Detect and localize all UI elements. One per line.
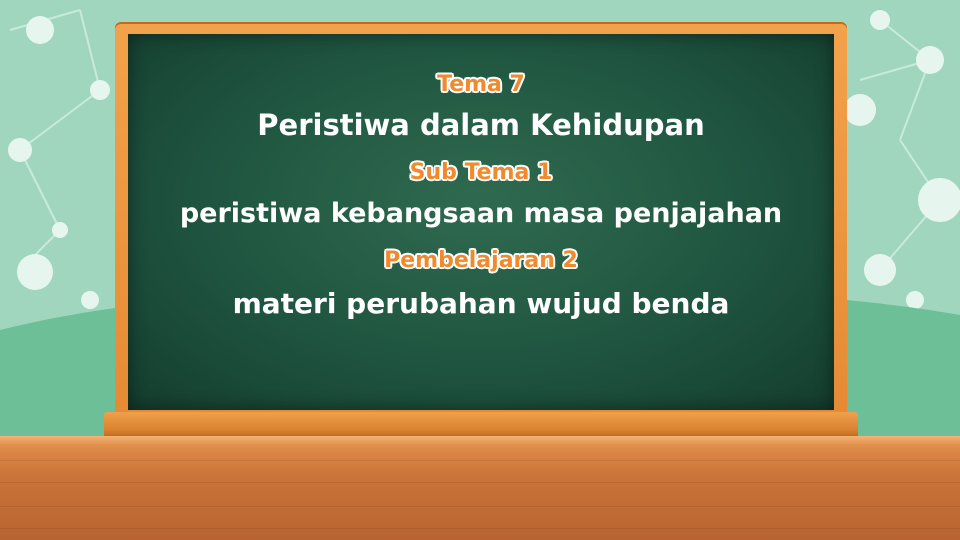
- pembelajaran-title: materi perubahan wujud benda: [232, 287, 730, 320]
- subtema-label: Sub Tema 1: [409, 160, 553, 185]
- wooden-table: [0, 436, 960, 540]
- tema-label: Tema 7: [437, 72, 525, 97]
- pembelajaran-label: Pembelajaran 2: [384, 248, 578, 273]
- chalk-ledge: [104, 412, 858, 438]
- tema-title: Peristiwa dalam Kehidupan: [257, 108, 705, 142]
- subtema-title: peristiwa kebangsaan masa penjajahan: [179, 198, 783, 229]
- slide-content: [128, 70, 834, 324]
